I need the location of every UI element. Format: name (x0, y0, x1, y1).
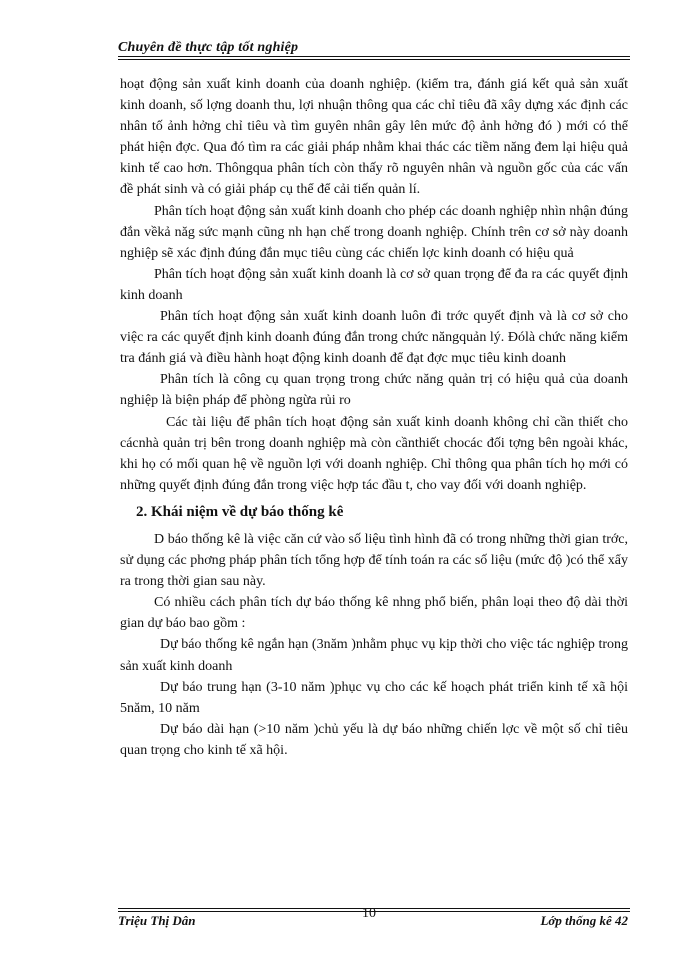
paragraph: Phân tích hoạt động sản xuất kinh doanh là cơ sở quan trọng để đa ra các quyết định kinh doanh (120, 266, 628, 303)
footer-class: Lớp thống kê 42 (540, 913, 628, 928)
header-rule-bottom (118, 59, 630, 60)
paragraph: Các tài liệu để phân tích hoạt động sản xuất kinh doanh không chỉ cần thiết cho cácnhà quản trị bên trong doanh nghiệp mà còn cầnthiết chocác đối tợng bên ngoài khác, khi họ có mối quan hệ về nguồn lợi với doanh nghiệp. Chỉ thông qua phân tích họ mới có những quyết định đúng đắn trong việc hợp tác đầu t, cho vay đối với doanh nghiệp. (120, 414, 628, 493)
paragraph: Có nhiều cách phân tích dự báo thống kê nhng phổ biến, phân loại theo độ dài thời gian dự báo bao gồm : (120, 595, 628, 632)
paragraph: Phân tích hoạt động sản xuất kinh doanh luôn đi trớc quyết định và là cơ sở cho việc ra các quyết định kinh doanh đúng đắn trong chức năngquản lý. Đólà chức năng kiểm tra đánh giá và điều hành hoạt động kinh doanh để đạt đợc mục tiêu kinh doanh (120, 309, 628, 367)
paragraph: Dự báo thống kê ngắn hạn (3năm )nhằm phục vụ kịp thời cho việc tác nghiệp trong sản xuất kinh doanh (120, 637, 628, 674)
paragraph: Dự báo trung hạn (3-10 năm )phục vụ cho các kế hoạch phát triển kinh tế xã hội 5năm, 10 năm (120, 679, 628, 716)
footer-author: Triệu Thị Dân (118, 913, 196, 928)
document-body (120, 74, 628, 761)
paragraph: D báo thống kê là việc căn cứ vào số liệu tình hình đã có trong những thời gian trớc, sử dụng các phơng pháp phân tích tổng hợp để tính toán ra các số liệu (mức độ )có thể xẩy ra trong thời gian sau này. (120, 531, 628, 590)
page-header-title: Chuyên đề thực tập tốt nghiệp (118, 40, 299, 55)
paragraph-continued: hoạt động sản xuất kinh doanh của doanh nghiệp. (kiểm tra, đánh giá kết quả sản xuất kinh doanh, số lợng doanh thu, lợi nhuận thông qua các chỉ tiêu đã xây dựng xác định các nhân tố ảnh hởng chỉ tiêu và tìm guyên nhân gây lên mức độ ảnh hởng đó ) mới có thể phát hiện đợc. Qua đó tìm ra các giải pháp nhằm khai thác các tiềm năng đem lại hiệu quả kinh tế cao hơn. Thôngqua phân tích còn thấy rõ nguyên nhân và nguồn gốc của các vấn đề phát sinh và có giải pháp cụ thể để cải tiến quản lí. (120, 77, 628, 198)
paragraph: Phân tích là công cụ quan trọng trong chức năng quản trị có hiệu quả của doanh nghiệp là biện pháp để phòng ngừa rủi ro (120, 372, 628, 409)
header-rule-top (118, 56, 630, 57)
section-heading: 2. Khái niệm về dự báo thống kê (136, 503, 344, 520)
paragraph: Dự báo dài hạn (>10 năm )chủ yếu là dự báo những chiến lợc về một số chỉ tiêu quan trọng cho kinh tế xã hội. (120, 721, 628, 758)
paragraph: Phân tích hoạt động sản xuất kinh doanh cho phép các doanh nghiệp nhìn nhận đúng đắn vềkả năg sức mạnh cũng nh hạn chế trong doanh nghiệp. Chính trên cơ sở này doanh nghiệp sẽ xác định đúng đắn mục tiêu cùng các chiến lợc kinh doanh có hiệu quả (120, 203, 628, 261)
page-number: 10 (362, 906, 376, 921)
